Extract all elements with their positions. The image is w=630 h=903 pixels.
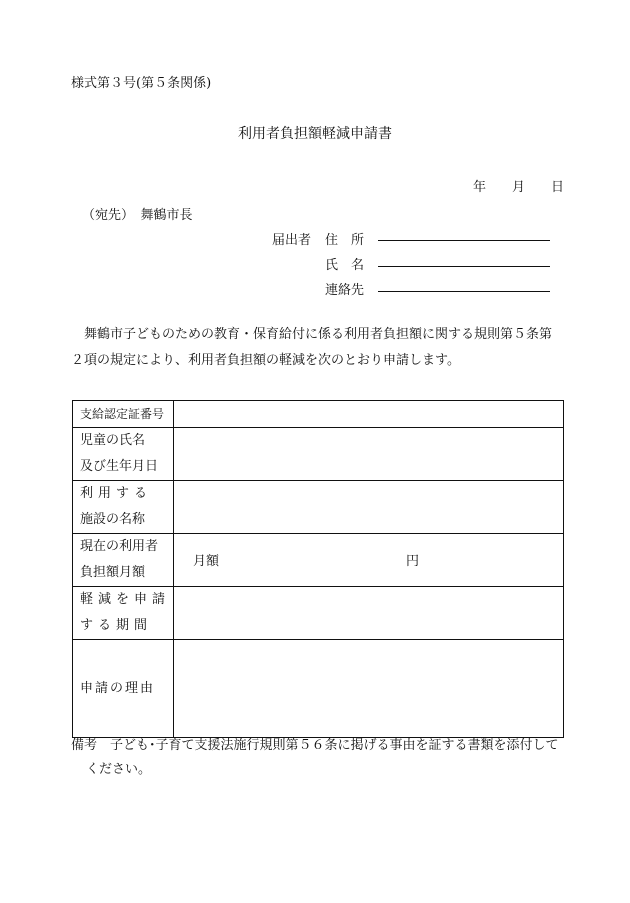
reduction-period-label	[73, 587, 174, 640]
reduction-period-label-line-1: 軽減を申請	[80, 592, 171, 607]
address-label: 住 所	[325, 233, 365, 248]
current-fee-field[interactable]	[174, 534, 564, 587]
child-name-field[interactable]	[174, 428, 564, 481]
reduction-period-field[interactable]	[174, 587, 564, 640]
table-row	[73, 534, 564, 587]
body-text-line-2: ２項の規定により、利用者負担額の軽減を次のとおり申請します。	[71, 353, 460, 368]
facility-name-label-line-2: 施設の名称	[80, 512, 146, 527]
facility-name-field[interactable]	[174, 481, 564, 534]
contact-field-line[interactable]	[378, 291, 550, 292]
child-name-label	[73, 428, 174, 481]
remarks-note	[71, 734, 571, 782]
date-month: 月	[512, 180, 526, 195]
body-text	[71, 322, 571, 374]
address-field-line[interactable]	[378, 240, 550, 241]
current-fee-label-line-2: 負担額月額	[80, 565, 146, 580]
child-name-label-line-2: 及び生年月日	[80, 459, 159, 474]
monthly-label: 月額	[193, 554, 220, 569]
table-row	[73, 587, 564, 640]
addressee: （宛先） 舞鶴市長	[82, 208, 193, 223]
application-reason-field[interactable]	[174, 640, 564, 738]
date-year: 年	[473, 180, 487, 195]
form-number: 様式第３号(第５条関係)	[71, 76, 212, 91]
remarks-note-line-2: ください。	[86, 762, 152, 777]
application-table	[72, 400, 564, 738]
name-label: 氏 名	[325, 258, 365, 273]
certificate-number-label: 支給認定証番号	[73, 401, 174, 428]
certificate-number-field[interactable]	[174, 401, 564, 428]
applicant-role: 届出者	[272, 233, 312, 248]
table-row	[73, 401, 564, 428]
facility-name-label	[73, 481, 174, 534]
document-title: 利用者負担額軽減申請書	[238, 126, 392, 142]
contact-label: 連絡先	[325, 283, 365, 298]
body-text-line-1: 舞鶴市子どものための教育・保育給付に係る利用者負担額に関する規則第５条第	[84, 327, 553, 342]
remarks-note-line-1: 備考 子ども･子育て支援法施行規則第５６条に掲げる事由を証する書類を添付して	[71, 738, 559, 753]
facility-name-label-line-1: 利用する	[80, 486, 153, 501]
child-name-label-line-1: 児童の氏名	[80, 433, 146, 448]
current-fee-label-line-1: 現在の利用者	[80, 539, 159, 554]
table-row	[73, 428, 564, 481]
yen-label: 円	[406, 554, 420, 569]
reduction-period-label-line-2: する期間	[80, 618, 153, 633]
current-fee-label	[73, 534, 174, 587]
name-field-line[interactable]	[378, 266, 550, 267]
table-row	[73, 481, 564, 534]
table-row	[73, 640, 564, 738]
date-day: 日	[551, 180, 565, 195]
application-reason-label: 申請の理由	[73, 640, 174, 738]
